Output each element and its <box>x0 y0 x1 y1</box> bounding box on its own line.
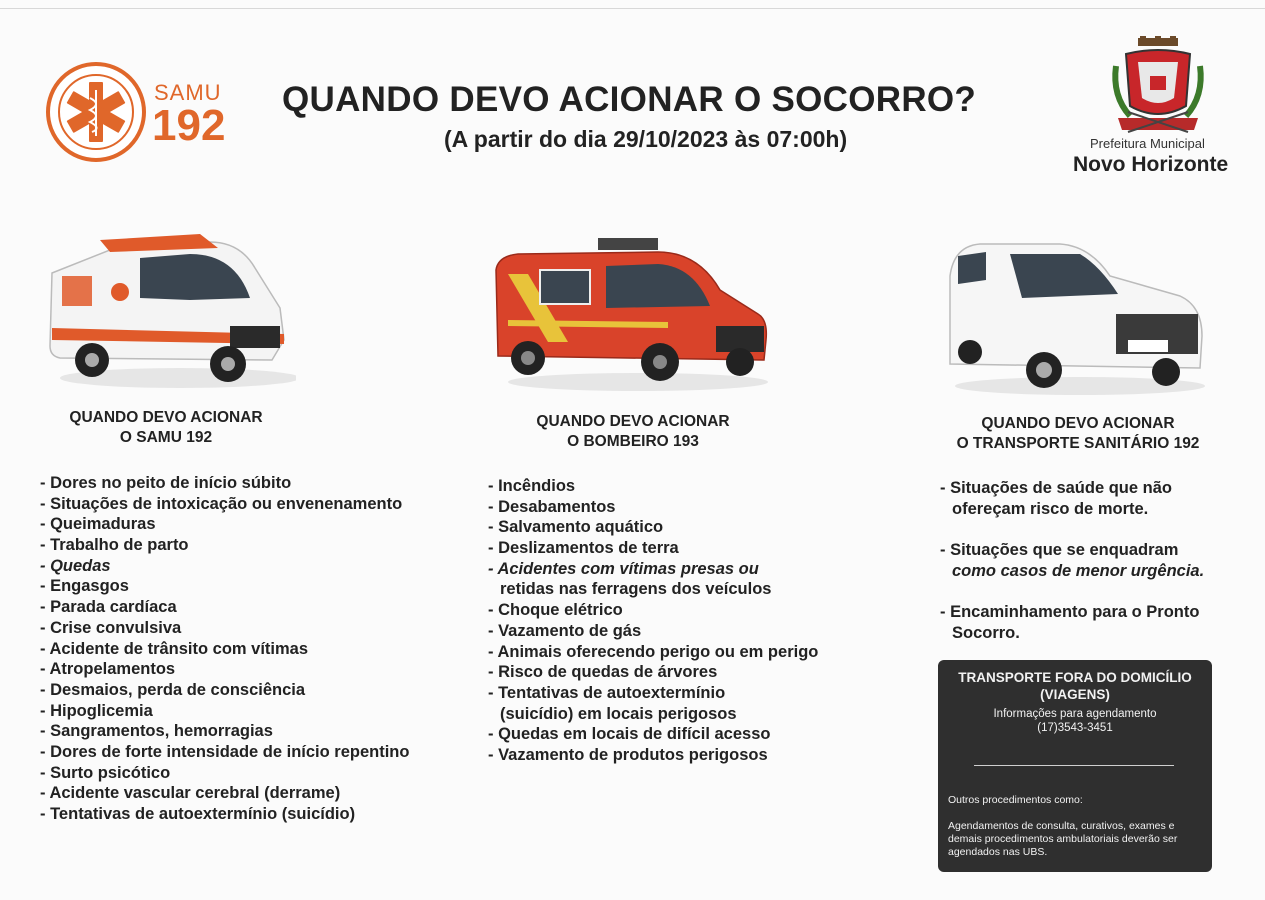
list-item: como casos de menor urgência. <box>952 561 1205 580</box>
ambulance-image <box>40 228 296 398</box>
list-item: - Tentativas de autoextermínio <box>488 683 726 702</box>
list-item: - Incêndios <box>488 477 576 495</box>
list-item: - Dores de forte intensidade de início repentino <box>40 742 410 761</box>
list-item: - Sangramentos, hemorragias <box>40 722 273 741</box>
transporte-column-header <box>930 414 1226 454</box>
fire-van-image <box>488 230 774 400</box>
transport-van-image <box>940 236 1210 406</box>
page-title: QUANDO DEVO ACIONAR O SOCORRO? <box>282 80 977 119</box>
list-item: - Atropelamentos <box>40 660 176 679</box>
municipal-crest-icon <box>1108 36 1208 136</box>
scan-edge-line <box>0 8 1265 9</box>
transporte-header-line2: O TRANSPORTE SANITÁRIO 192 <box>956 435 1200 452</box>
samu-header-line1: QUANDO DEVO ACIONAR <box>69 409 263 426</box>
list-item: - Quedas <box>40 556 111 575</box>
list-item: retidas nas ferragens dos veículos <box>500 580 772 599</box>
list-item: Socorro. <box>952 623 1020 642</box>
tfd-title-line2: (VIAGENS) <box>1040 687 1110 702</box>
list-item: - Quedas em locais de difícil acesso <box>488 725 771 744</box>
tfd-title <box>938 669 1212 703</box>
prefeitura-city: Novo Horizonte <box>1073 153 1229 176</box>
bombeiro-column-header <box>488 412 778 452</box>
page-subtitle: (A partir do dia 29/10/2023 às 07:00h) <box>444 126 848 152</box>
samu-logo-word: SAMU <box>154 80 222 105</box>
list-item: - Deslizamentos de terra <box>488 539 679 558</box>
list-spacer <box>940 519 1204 540</box>
bombeiro-list <box>488 476 818 766</box>
list-item: - Acidente de trânsito com vítimas <box>40 639 309 658</box>
tfd-outros: Outros procedimentos como: <box>948 794 1083 806</box>
tfd-title-line1: TRANSPORTE FORA DO DOMICÍLIO <box>958 670 1192 685</box>
bombeiro-header-line1: QUANDO DEVO ACIONAR <box>536 413 730 430</box>
list-item: (suicídio) em locais perigosos <box>500 704 737 723</box>
list-item: - Acidentes com vítimas presas ou <box>488 559 759 578</box>
list-item: - Desmaios, perda de consciência <box>40 680 306 699</box>
list-item: - Situações que se enquadram <box>940 541 1179 559</box>
samu-logo-number: 192 <box>152 101 226 150</box>
list-item: - Desabamentos <box>488 497 616 516</box>
transporte-header-line1: QUANDO DEVO ACIONAR <box>981 415 1175 432</box>
list-item: - Situações de intoxicação ou envenenamento <box>40 494 403 513</box>
list-item: - Risco de quedas de árvores <box>488 663 718 682</box>
list-item: - Encaminhamento para o Pronto <box>940 603 1200 621</box>
list-item: - Engasgos <box>40 577 129 596</box>
star-of-life-icon <box>44 60 148 164</box>
list-item: - Vazamento de gás <box>488 621 642 640</box>
tfd-info-label: Informações para agendamento <box>993 708 1157 720</box>
tfd-phone: (17)3543-3451 <box>1037 722 1113 734</box>
list-item: - Crise convulsiva <box>40 618 182 637</box>
tfd-note: Agendamentos de consulta, curativos, exames e demais procedimentos ambulatoriais deverão ser agendados nas UBS. <box>948 820 1178 858</box>
list-item: - Situações de saúde que não <box>940 479 1172 497</box>
list-item: - Vazamento de produtos perigosos <box>488 745 768 764</box>
list-item: ofereçam risco de morte. <box>952 499 1149 518</box>
samu-header-line2: O SAMU 192 <box>119 429 213 446</box>
list-item: - Choque elétrico <box>488 601 623 620</box>
prefeitura-label: Prefeitura Municipal <box>1090 136 1205 151</box>
list-item: - Surto psicótico <box>40 763 171 782</box>
tfd-info <box>938 707 1212 735</box>
list-spacer <box>940 581 1204 602</box>
list-item: - Hipoglicemia <box>40 701 153 720</box>
list-item: - Acidente vascular cerebral (derrame) <box>40 784 341 803</box>
bombeiro-header-line2: O BOMBEIRO 193 <box>567 433 699 450</box>
samu-logo <box>44 60 244 170</box>
list-item: - Trabalho de parto <box>40 536 189 555</box>
list-item: - Tentativas de autoextermínio (suicídio) <box>40 805 356 823</box>
samu-list <box>40 473 409 825</box>
list-item: - Dores no peito de início súbito <box>40 474 292 492</box>
list-item: - Animais oferecendo perigo ou em perigo <box>488 642 819 661</box>
tfd-divider <box>974 765 1174 766</box>
list-item: - Parada cardíaca <box>40 598 177 617</box>
tfd-info-box <box>938 660 1212 872</box>
transporte-list <box>940 478 1204 643</box>
list-item: - Salvamento aquático <box>488 518 664 537</box>
list-item: - Queimaduras <box>40 515 156 534</box>
samu-column-header <box>36 408 296 448</box>
